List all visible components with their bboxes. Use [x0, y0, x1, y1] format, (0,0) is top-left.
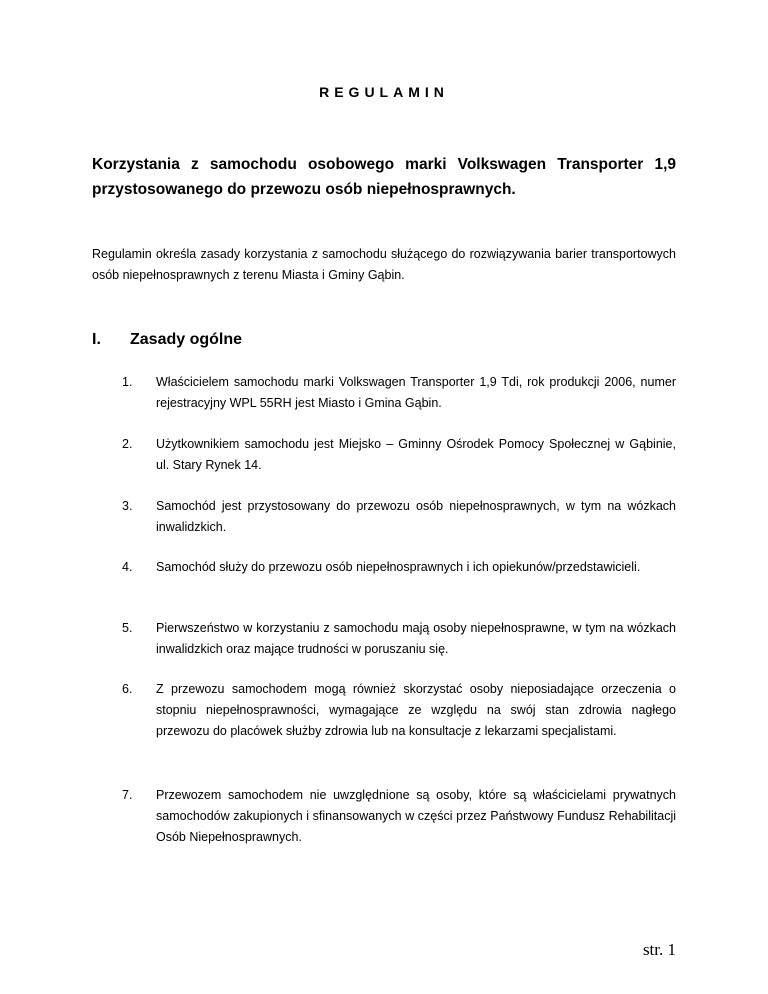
list-item — [122, 618, 676, 660]
intro-paragraph: Regulamin określa zasady korzystania z samochodu służącego do rozwiązywania barier transportowych osób niepełnosprawnych z terenu Miasta i Gminy Gąbin. — [92, 247, 676, 282]
list-item — [122, 496, 676, 538]
list-item — [122, 785, 676, 848]
item-number: 6. — [122, 682, 133, 696]
item-text: Samochód jest przystosowany do przewozu osób niepełnosprawnych, w tym na wózkach inwalidzkich. — [156, 499, 676, 534]
section-title: Zasady ogólne — [130, 331, 243, 348]
item-text: Właścicielem samochodu marki Volkswagen Transporter 1,9 Tdi, rok produkcji 2006, numer rejestracyjny WPL 55RH jest Miasto i Gmina Gąbin. — [156, 375, 676, 410]
list-item — [122, 434, 676, 476]
section-heading — [92, 328, 676, 352]
list-item — [122, 557, 676, 578]
item-text: Pierwszeństwo w korzystaniu z samochodu mają osoby niepełnosprawne, w tym na wózkach inwalidzkich oraz mające trudności w poruszaniu się. — [156, 621, 676, 656]
list-item — [122, 372, 676, 414]
item-number: 2. — [122, 437, 133, 451]
item-number: 7. — [122, 788, 133, 802]
item-number: 4. — [122, 560, 133, 574]
item-number: 5. — [122, 621, 133, 635]
item-number: 1. — [122, 375, 133, 389]
list-item — [122, 679, 676, 742]
section-number: I. — [92, 331, 101, 348]
item-text: Z przewozu samochodem mogą również skorzystać osoby nieposiadające orzeczenia o stopniu niepełnosprawności, wymagające ze względu na swój stan zdrowia nagłego przewozu do placówek służby zdrowia lub na konsultacje z lekarzami specjalistami. — [156, 682, 676, 738]
item-text: Użytkownikiem samochodu jest Miejsko – Gminny Ośrodek Pomocy Społecznej w Gąbinie, ul. Stary Rynek 14. — [156, 437, 676, 472]
document-subtitle: Korzystania z samochodu osobowego marki Volkswagen Transporter 1,9 przystosowanego do przewozu osób niepełnosprawnych. — [92, 156, 676, 198]
document-title: REGULAMIN — [319, 84, 449, 100]
page-number: str. 1 — [642, 940, 676, 959]
item-text: Samochód służy do przewozu osób niepełnosprawnych i ich opiekunów/przedstawicieli. — [156, 560, 641, 574]
item-text: Przewozem samochodem nie uwzględnione są osoby, które są właścicielami prywatnych samochodów zakupionych i sfinansowanych w części przez Państwowy Fundusz Rehabilitacji Osób Niepełnosprawnych. — [156, 788, 676, 844]
item-number: 3. — [122, 499, 133, 513]
